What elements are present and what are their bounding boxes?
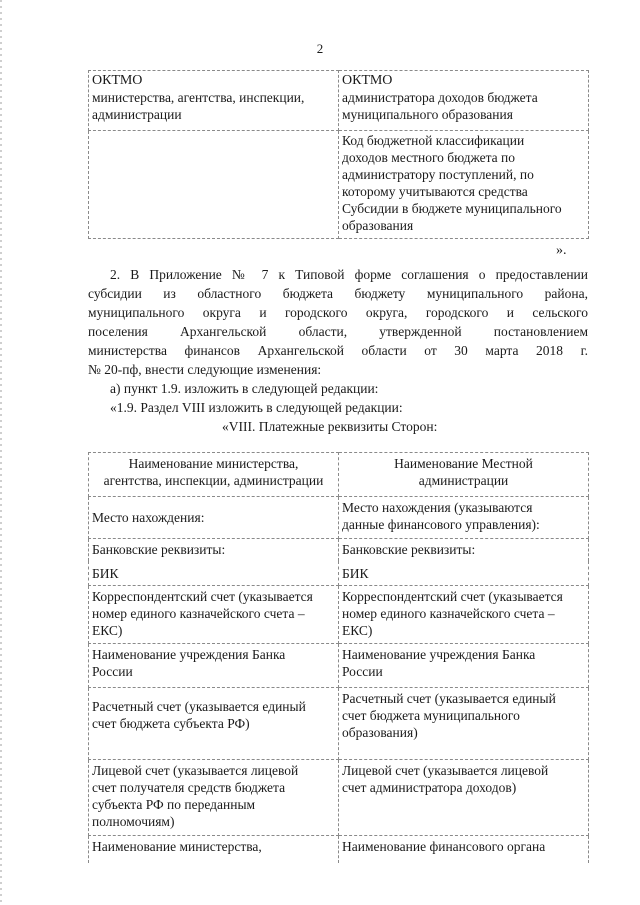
cell-line: БИК	[92, 566, 119, 581]
item-a: а) пункт 1.9. изложить в следующей редакции:	[110, 381, 379, 396]
cell-line: образования)	[342, 725, 418, 740]
item-quote: «1.9. Раздел VIII изложить в следующей редакции:	[110, 400, 403, 415]
header-cell-right	[339, 453, 589, 497]
header-line: Наименование Местной	[394, 456, 533, 471]
cell-line: Место нахождения:	[92, 509, 205, 525]
cell-text: администратора доходов бюджета муниципального образования	[342, 90, 538, 122]
cell-line: номер единого казначейского счета –	[342, 606, 555, 621]
cell-line: номер единого казначейского счета –	[92, 606, 305, 621]
table-cell	[89, 586, 339, 644]
cell-line: Субсидии в бюджете муниципального	[342, 201, 562, 216]
cell-line: Код бюджетной классификации	[342, 133, 525, 148]
cell-line: Расчетный счет (указывается единый	[342, 691, 556, 706]
cell-line: Банковские реквизиты:	[92, 542, 226, 557]
table-cell	[89, 71, 339, 131]
cell-line: Банковские реквизиты:	[342, 542, 476, 557]
cell-line: счет бюджета субъекта РФ)	[92, 716, 250, 731]
cell-line: России	[342, 664, 383, 679]
table-cell	[339, 836, 589, 864]
paragraph-line: 2. В Приложение № 7 к Типовой форме соглашения о предоставлении	[110, 267, 588, 282]
table-cell	[339, 131, 589, 239]
cell-line: ЕКС)	[92, 623, 123, 638]
table-row	[89, 644, 589, 688]
cell-line: счет администратора доходов)	[342, 780, 517, 795]
scan-edge-artifact	[0, 0, 2, 905]
table-row	[89, 760, 589, 836]
cell-line: Место нахождения (указываются	[342, 500, 533, 515]
table-cell	[339, 644, 589, 688]
table-row	[89, 561, 589, 586]
table-row	[89, 131, 589, 239]
paragraph-line: № 20-пф, внести следующие изменения:	[88, 362, 322, 377]
page-number: 2	[316, 41, 324, 56]
cell-label: ОКТМО	[342, 73, 393, 88]
cell-line: счет получателя средств бюджета	[92, 780, 286, 795]
cell-line: России	[92, 664, 133, 679]
section-title: «VIII. Платежные реквизиты Сторон:	[222, 419, 438, 434]
header-line: агентства, инспекции, администрации	[103, 473, 324, 488]
cell-line: доходов местного бюджета по	[342, 150, 515, 165]
table-header-row	[89, 453, 589, 497]
cell-line: Корреспондентский счет (указывается	[342, 589, 563, 604]
table-row	[89, 586, 589, 644]
paragraph-line: поселения Архангельской области, утвержденной постановлением	[88, 324, 588, 339]
cell-line: Наименование министерства,	[92, 839, 262, 854]
header-line: Наименование министерства,	[128, 456, 299, 471]
cell-line: ЕКС)	[342, 623, 373, 638]
table-row	[89, 71, 589, 131]
closing-quote: ».	[556, 243, 567, 258]
table-row	[89, 688, 589, 760]
table-cell	[89, 644, 339, 688]
cell-line: образования	[342, 218, 414, 233]
cell-line: Наименование финансового органа	[342, 839, 546, 854]
table-cell	[339, 688, 589, 760]
cell-line: Наименование учреждения Банка	[92, 647, 286, 662]
table-cell	[89, 836, 339, 864]
oktmo-table	[88, 70, 589, 239]
cell-line: Лицевой счет (указывается лицевой	[342, 763, 549, 778]
cell-line: данные финансового управления):	[342, 517, 540, 532]
cell-line: которому учитываются средства	[342, 184, 528, 199]
cell-line: субъекта РФ по переданным	[92, 797, 256, 812]
table-cell	[339, 760, 589, 836]
header-cell-left	[89, 453, 339, 497]
table-cell	[89, 131, 339, 239]
paragraph-line: муниципального округа и городского округа, городского и сельского	[88, 305, 588, 320]
table-cell	[89, 497, 339, 539]
table-cell	[339, 586, 589, 644]
cell-line: Лицевой счет (указывается лицевой	[92, 763, 299, 778]
payment-details-table	[88, 452, 589, 863]
table-cell	[339, 539, 589, 562]
table-row	[89, 539, 589, 562]
paragraph-line: министерства финансов Архангельской области от 30 марта 2018 г.	[88, 343, 588, 358]
cell-line: администратору поступлений, по	[342, 167, 534, 182]
cell-line: полномочиям)	[92, 814, 175, 829]
cell-label: ОКТМО	[92, 73, 143, 88]
cell-line: Расчетный счет (указывается единый	[92, 699, 306, 714]
table-cell	[89, 760, 339, 836]
cell-line: Корреспондентский счет (указывается	[92, 589, 313, 604]
table-cell	[339, 71, 589, 131]
cell-line: счет бюджета муниципального	[342, 708, 520, 723]
cell-line: БИК	[342, 566, 369, 581]
table-cell	[89, 688, 339, 760]
table-row	[89, 497, 589, 539]
table-row	[89, 836, 589, 864]
table-cell	[339, 561, 589, 586]
table-cell	[339, 497, 589, 539]
cell-text: министерства, агентства, инспекции, администрации	[92, 90, 305, 122]
table-cell	[89, 539, 339, 562]
table-cell	[89, 561, 339, 586]
cell-line: Наименование учреждения Банка	[342, 647, 536, 662]
paragraph-line: субсидии из областного бюджета бюджету муниципального района,	[88, 286, 588, 301]
header-line: администрации	[418, 473, 509, 488]
